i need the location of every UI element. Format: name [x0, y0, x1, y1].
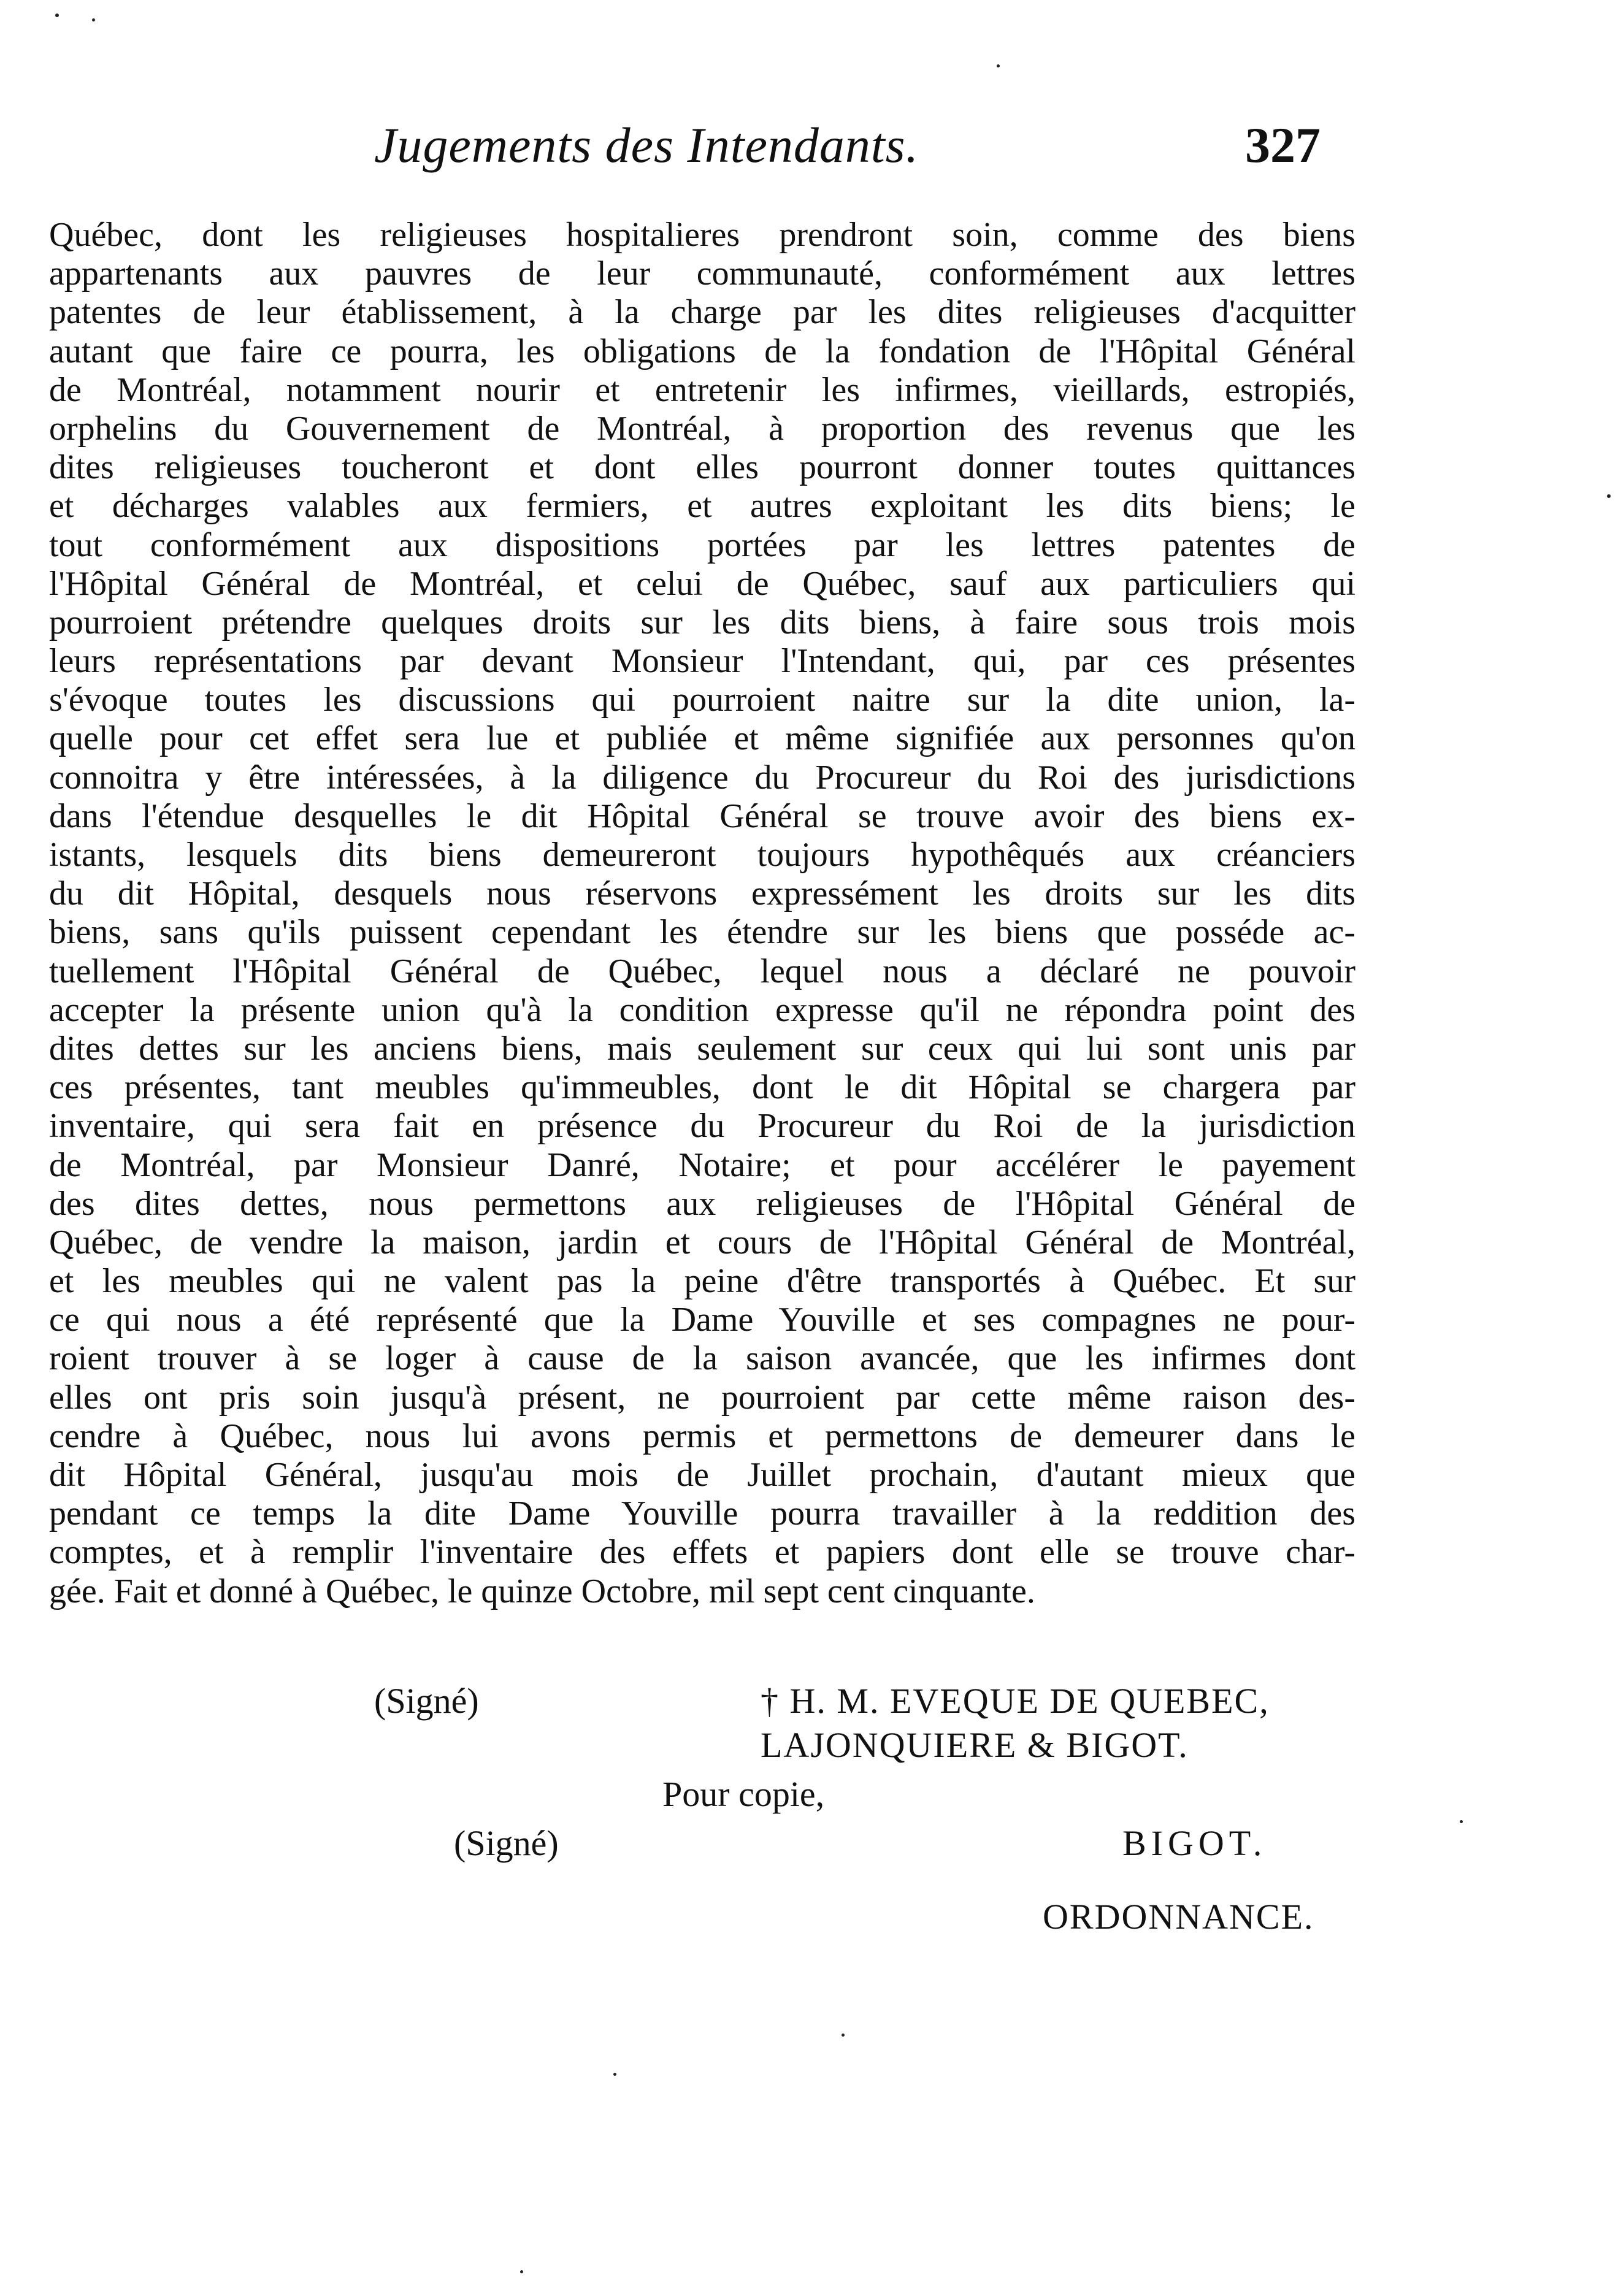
bishop-signature: † H. M. EVEQUE DE QUEBEC,: [761, 1681, 1270, 1721]
governors-signature: LAJONQUIERE & BIGOT.: [761, 1725, 1189, 1765]
text-line: dites religieuses toucheront et dont elles pourront donner toutes quittances: [49, 448, 1355, 487]
text-line: cendre à Québec, nous lui avons permis et permettons de demeurer dans le: [49, 1417, 1355, 1455]
text-line: des dites dettes, nous permettons aux religieuses de l'Hôpital Général de: [49, 1184, 1355, 1223]
text-line: de Montréal, notamment nourir et entretenir les infirmes, vieillards, estropiés,: [49, 370, 1355, 409]
text-line: leurs représentations par devant Monsieur l'Intendant, qui, par ces présentes: [49, 642, 1355, 681]
signed-label-2: (Signé): [454, 1823, 559, 1863]
text-line: dites dettes sur les anciens biens, mais seulement sur ceux qui lui sont unis par: [49, 1029, 1355, 1068]
text-line: pourroient prétendre quelques droits sur les dits biens, à faire sous trois mois: [49, 603, 1355, 641]
running-title: Jugements des Intendants.: [374, 117, 919, 173]
text-line: s'évoque toutes les discussions qui pourroient naitre sur la dite union, la-: [49, 681, 1355, 719]
text-line: et décharges valables aux fermiers, et autres exploitant les dits biens; le: [49, 487, 1355, 526]
text-line: ce qui nous a été représenté que la Dame Youville et ses compagnes ne pour-: [49, 1301, 1355, 1339]
text-line: l'Hôpital Général de Montréal, et celui de Québec, sauf aux particuliers qui: [49, 564, 1355, 603]
text-line: tout conformément aux dispositions portées par les lettres patentes de: [49, 526, 1355, 564]
scan-speck: [613, 2073, 616, 2076]
signature-block: [0, 1680, 1618, 2110]
text-line: comptes, et à remplir l'inventaire des effets et papiers dont elle se trouve char-: [49, 1533, 1355, 1572]
bigot-signature: BIGOT.: [1122, 1823, 1267, 1863]
text-line: biens, sans qu'ils puissent cependant les étendre sur les biens que posséde ac-: [49, 913, 1355, 952]
text-line: gée. Fait et donné à Québec, le quinze Octobre, mil sept cent cinquante.: [49, 1572, 1035, 1610]
text-line: Québec, dont les religieuses hospitalieres prendront soin, comme des biens: [49, 216, 1355, 254]
scan-speck: [520, 2270, 523, 2273]
scan-speck: [55, 13, 59, 17]
text-line: dit Hôpital Général, jusqu'au mois de Juillet prochain, d'autant mieux que: [49, 1456, 1355, 1494]
text-line: pendant ce temps la dite Dame Youville pourra travailler à la reddition des: [49, 1494, 1355, 1533]
signed-label: (Signé): [374, 1681, 479, 1721]
text-line: connoitra y être intéressées, à la diligence du Procureur du Roi des jurisdictions: [49, 758, 1355, 797]
text-line: ces présentes, tant meubles qu'immeubles, dont le dit Hôpital se chargera par: [49, 1068, 1355, 1107]
scan-speck: [997, 64, 1000, 67]
page-number: 327: [1245, 117, 1321, 173]
page-header: [0, 117, 1618, 184]
text-line: de Montréal, par Monsieur Danré, Notaire; et pour accélérer le payement: [49, 1146, 1355, 1184]
scan-speck: [1460, 1820, 1463, 1823]
text-line: du dit Hôpital, desquels nous réservons expressément les droits sur les dits: [49, 874, 1355, 913]
scan-speck: [1607, 494, 1611, 498]
text-line: inventaire, qui sera fait en présence du Procureur du Roi de la jurisdiction: [49, 1107, 1355, 1146]
text-line: quelle pour cet effet sera lue et publiée et même signifiée aux personnes qu'on: [49, 719, 1355, 758]
scan-speck: [92, 18, 95, 21]
pour-copie-label: Pour copie,: [662, 1774, 825, 1814]
next-heading: ORDONNANCE.: [1043, 1897, 1314, 1937]
text-line: appartenants aux pauvres de leur communauté, conformément aux lettres: [49, 254, 1355, 293]
scan-speck: [842, 2034, 845, 2037]
text-line: et les meubles qui ne valent pas la peine d'être transportés à Québec. Et sur: [49, 1262, 1355, 1301]
text-line: roient trouver à se loger à cause de la saison avancée, que les infirmes dont: [49, 1339, 1355, 1378]
text-line: elles ont pris soin jusqu'à présent, ne pourroient par cette même raison des-: [49, 1378, 1355, 1417]
text-line: accepter la présente union qu'à la condition expresse qu'il ne répondra point des: [49, 990, 1355, 1029]
text-line: istants, lesquels dits biens demeureront toujours hypothêqués aux créanciers: [49, 836, 1355, 874]
text-line: autant que faire ce pourra, les obligations de la fondation de l'Hôpital Général: [49, 332, 1355, 370]
text-line: orphelins du Gouvernement de Montréal, à proportion des revenus que les: [49, 409, 1355, 448]
text-line: dans l'étendue desquelles le dit Hôpital Général se trouve avoir des biens ex-: [49, 797, 1355, 835]
text-line: tuellement l'Hôpital Général de Québec, lequel nous a déclaré ne pouvoir: [49, 952, 1355, 990]
body-text: [49, 216, 1355, 1611]
text-line: patentes de leur établissement, à la charge par les dites religieuses d'acquitter: [49, 293, 1355, 332]
text-line: Québec, de vendre la maison, jardin et cours de l'Hôpital Général de Montréal,: [49, 1223, 1355, 1261]
